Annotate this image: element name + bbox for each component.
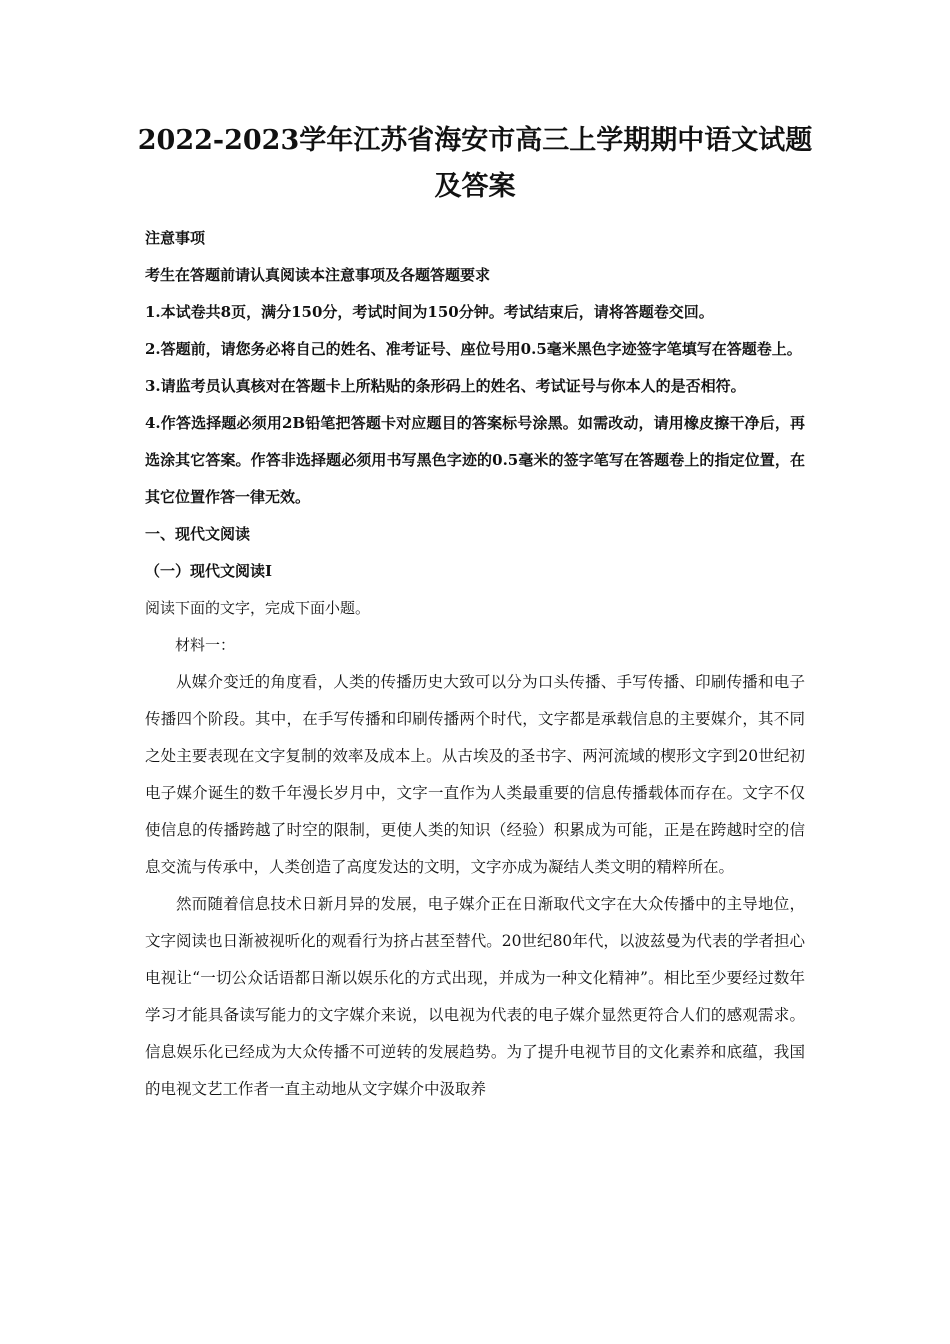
subsection-heading: （一）现代文阅读I: [145, 562, 273, 580]
notice-item-1: 1.本试卷共8页，满分150分，考试时间为150分钟。考试结束后，请将答题卷交回。: [145, 303, 714, 321]
notice-heading: 注意事项: [145, 229, 206, 247]
document-title: 2022-2023学年江苏省海安市高三上学期期中语文试题及答案: [137, 125, 813, 202]
material-paragraph-2: 然而随着信息技术日新月异的发展，电子媒介正在日渐取代文字在大众传播中的主导地位，文字阅读也日渐被视听化的观看行为挤占甚至替代。20世纪80年代，以波兹曼为代表的学者担心电视让“一切公众话语都日渐以娱乐化的方式出现，并成为一种文化精神”。相比至少要经过数年学习才能具备读写能力的文字媒介来说，以电视为代表的电子媒介显然更符合人们的感观需求。信息娱乐化已经成为大众传播不可逆转的发展趋势。为了提升电视节目的文化素养和底蕴，我国的电视文艺工作者一直主动地从文字媒介中汲取养: [145, 895, 805, 1098]
notice-item-2: 2.答题前，请您务必将自己的姓名、准考证号、座位号用0.5毫米黑色字迹签字笔填写在答题卷上。: [145, 340, 802, 358]
reading-instruction: 阅读下面的文字，完成下面小题。: [145, 599, 371, 617]
notice-item-3: 3.请监考员认真核对在答题卡上所粘贴的条形码上的姓名、考试证号与你本人的是否相符。: [145, 377, 746, 395]
notice-item-4: 4.作答选择题必须用2B铅笔把答题卡对应题目的答案标号涂黑。如需改动，请用橡皮擦干净后，再选涂其它答案。作答非选择题必须用书写黑色字迹的0.5毫米的签字笔写在答题卷上的指定位置，在其它位置作答一律无效。: [145, 414, 805, 506]
document-page: [137, 118, 813, 1108]
material-paragraph-1: 从媒介变迁的角度看，人类的传播历史大致可以分为口头传播、手写传播、印刷传播和电子传播四个阶段。其中，在手写传播和印刷传播两个时代，文字都是承载信息的主要媒介，其不同之处主要表现在文字复制的效率及成本上。从古埃及的圣书字、两河流域的楔形文字到20世纪初电子媒介诞生的数千年漫长岁月中，文字一直作为人类最重要的信息传播载体而存在。文字不仅使信息的传播跨越了时空的限制，更使人类的知识（经验）积累成为可能，正是在跨越时空的信息交流与传承中，人类创造了高度发达的文明，文字亦成为凝结人类文明的精粹所在。: [145, 673, 805, 876]
section-heading: 一、现代文阅读: [145, 525, 251, 543]
material-label: 材料一：: [175, 636, 236, 654]
notice-intro: 考生在答题前请认真阅读本注意事项及各题答题要求: [145, 266, 491, 284]
